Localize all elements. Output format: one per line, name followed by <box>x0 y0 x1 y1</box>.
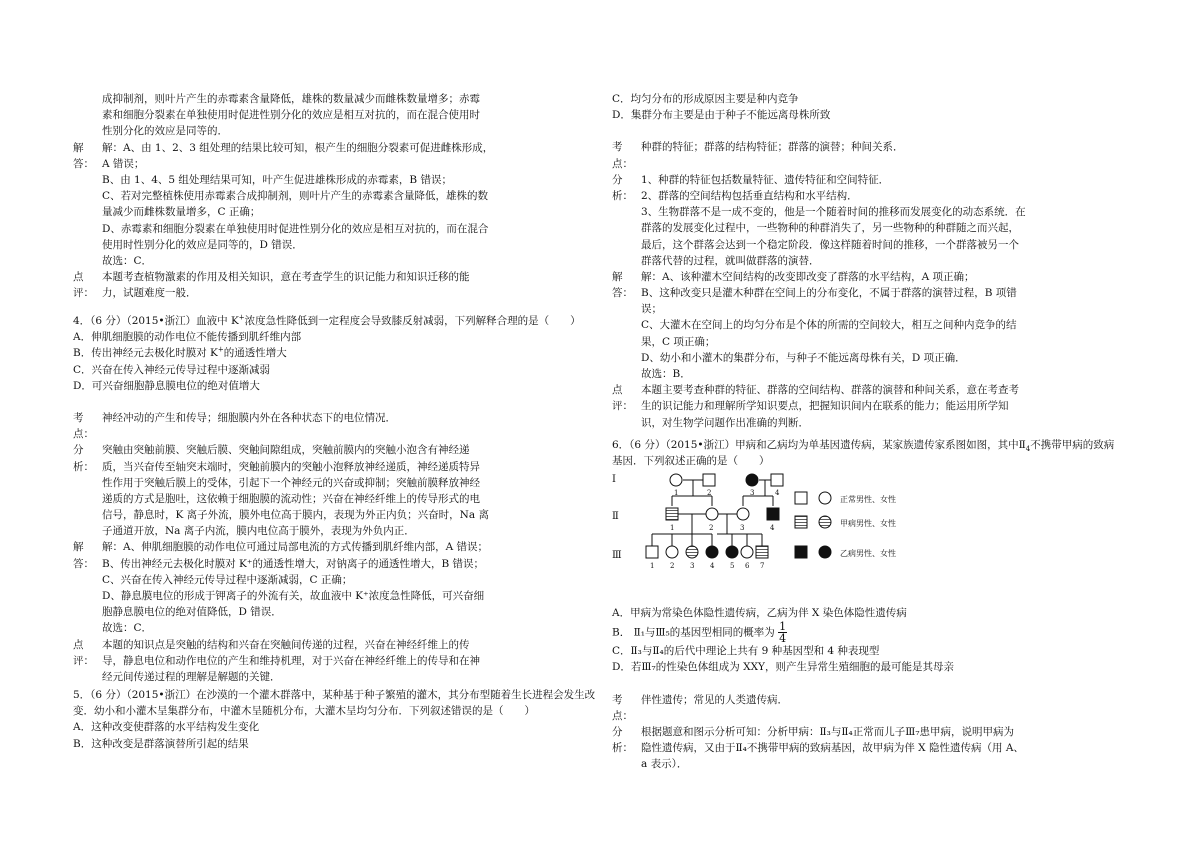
gen3-num: 4 <box>710 562 715 570</box>
section-label: 点： <box>612 709 633 722</box>
answer-section <box>73 539 578 636</box>
section-label: 点： <box>73 428 94 441</box>
legend-label: 甲病男性、女性 <box>840 519 896 528</box>
question-stem: 6．（6 分）（2015•浙江）甲病和乙病均为单基因遗传病，某家族遗传家系图如图，其中$Ⅱ_4$不携带甲病的致病 <box>612 439 1115 454</box>
legend-disease-a-female <box>819 516 831 528</box>
gen2-num: 2 <box>709 524 714 532</box>
section-label: 分 <box>612 173 623 186</box>
gen3-num: 5 <box>730 562 735 570</box>
text-line: 素和细胞分裂素在单独使用时促进性别分化的效应是相互对抗的，而在混合使用时 <box>102 109 480 122</box>
section-label: 评： <box>73 654 94 667</box>
gen2-female-2 <box>706 508 718 520</box>
text-line: 力，试题难度一般． <box>102 287 197 300</box>
gen-label: Ⅲ <box>612 550 622 561</box>
gen1-num: 1 <box>674 489 679 497</box>
question-4 <box>73 313 581 685</box>
text-line: 本题考查植物激素的作用及相关知识，意在考查学生的识记能力和知识迁移的能 <box>102 271 470 284</box>
text-line: C、若对完整植株使用赤霉素合成抑制剂，则叶片产生的赤霉素含量降低，雄株的数 <box>102 190 489 203</box>
option-c: C．均匀分布的形成原因主要是种内竞争 <box>612 93 799 105</box>
question-stem: 4．（6 分）（2015•浙江）血液中 K+浓度急性降低到一定程度会导致膝反射减弱，下列解释合理的是（ ） <box>73 313 581 327</box>
text-line: 误； <box>641 303 662 316</box>
question-stem: 变．幼小和小灌木呈集群分布，中灌木呈随机分布，大灌木呈均匀分布．下列叙述错误的是（ ） <box>73 705 535 718</box>
option-a: A．这种改变使群落的水平结构发生变化 <box>73 721 260 734</box>
text-line: 胞静息膜电位的绝对值降低，D 错误． <box>102 606 282 619</box>
gen3-female-4 <box>706 546 718 558</box>
text-line: 根据题意和图示分析可知：分析甲病：Ⅱ₃与Ⅱ₄正常而儿子Ⅲ₇患甲病，说明甲病为 <box>641 725 1015 738</box>
legend-disease-b-female <box>819 546 831 558</box>
section-label: 评： <box>612 400 633 413</box>
section-label: 答： <box>612 287 633 300</box>
text-line: 突触由突触前膜、突触后膜、突触间隙组成，突触前膜内的突触小泡含有神经递 <box>102 444 470 457</box>
text-line: 故选：C． <box>102 254 153 267</box>
gen1-male-2 <box>703 474 715 486</box>
gen-label: Ⅰ <box>612 474 616 485</box>
text-line: 子通道开放，Na 离子内流，膜内电位高于膜外，表现为外负内正． <box>102 525 415 538</box>
section-label: 考 <box>612 693 623 706</box>
text-line: 3、生物群落不是一成不变的，他是一个随着时间的推移而发展变化的动态系统．在 <box>641 206 1026 219</box>
text-line: C、大灌木在空间上的均匀分布是个体的所需的空间较大，相互之间种内竞争的结 <box>641 319 1017 332</box>
prev-question-continuation <box>73 91 578 301</box>
gen2-num: 3 <box>740 524 745 532</box>
analysis-section <box>73 442 578 539</box>
text-line: 成抑制剂，则叶片产生的赤霉素含量降低，雄株的数量减少而雌株数量增多；赤霉 <box>102 93 480 105</box>
text-line: C、兴奋在传入神经元传导过程中逐渐减弱，C 正确； <box>102 573 353 586</box>
text-line: 解：A、伸肌细胞膜的动作电位可通过局部电流的方式传播到肌纤维内部，A 错误； <box>102 541 489 554</box>
text-line: 隐性遗传病，又由于Ⅱ₄不携带甲病的致病基因，故甲病为伴 X 隐性遗传病（用 A、 <box>641 742 1024 755</box>
knowledge-point-section <box>612 692 1132 724</box>
option-d: D．若Ⅲ₇的性染色体组成为 XXY，则产生异常生殖细胞的最可能是其母亲 <box>612 661 954 674</box>
analysis-section <box>612 172 1132 269</box>
answer-section <box>612 269 1132 382</box>
gen2-female-3 <box>737 508 749 520</box>
text-line: 神经冲动的产生和传导；细胞膜内外在各种状态下的电位情况． <box>102 411 396 424</box>
text-line: 本题的知识点是突触的结构和兴奋在突触间传递的过程，兴奋在神经纤维上的传 <box>102 638 470 651</box>
section-label: 析： <box>612 742 633 755</box>
question-stem: 5．（6 分）（2015•浙江）在沙漠的一个灌木群落中，某种基于种子繁殖的灌木，其分布型随着生长进程会发生改 <box>73 689 596 701</box>
text-line: 信号，静息时，K 离子外流，膜外电位高于膜内，表现为外正内负；兴奋时，Na 离 <box>102 509 489 522</box>
option-c: C．Ⅱ₃与Ⅱ₄的后代中理论上共有 9 种基因型和 4 种表现型 <box>612 645 880 658</box>
text-line: 解：A、由 1、2、3 组处理的结果比较可知，根产生的细胞分裂素可促进雌株形成， <box>102 141 494 154</box>
text-line: 群落的发展变化过程中，一些物种的种群消失了，另一些物种的种群随之而兴起， <box>641 222 1019 235</box>
legend-label: 乙病男性、女性 <box>840 549 896 558</box>
option-b: B．传出神经元去极化时膜对 K+的通透性增大 <box>73 345 287 360</box>
section-label: 分 <box>73 444 84 457</box>
text-line: 性作用于突触后膜上的受体，引起下一个神经元的兴奋或抑制；突触前膜释放神经 <box>102 476 480 489</box>
pedigree-svg <box>612 470 1132 598</box>
question-5-continued <box>612 91 1132 431</box>
text-line: B、传出神经元去极化时膜对 K⁺的通透性增大，对钠离子的通透性增大，B 错误； <box>102 557 484 570</box>
legend-normal-female <box>819 492 831 504</box>
question-6-options <box>612 605 1132 773</box>
section-label: 分 <box>612 725 623 738</box>
gen1-male-4 <box>771 474 783 486</box>
text-line: 1、种群的特征包括数量特征、遗传特征和空间特征． <box>641 173 890 186</box>
text-line: 2、群落的空间结构包括垂直结构和水平结构． <box>641 189 858 202</box>
question-6 <box>612 437 1132 469</box>
legend-label: 正常男性、女性 <box>840 495 896 504</box>
section-label: 评： <box>73 287 94 300</box>
section-label: 析： <box>73 460 94 473</box>
knowledge-point-section <box>612 139 1132 171</box>
gen3-num: 3 <box>690 562 695 570</box>
gen3-num: 7 <box>760 562 765 570</box>
gen3-female-3 <box>686 546 698 558</box>
gen3-male-7 <box>756 546 768 558</box>
text-line: D、赤霉素和细胞分裂素在单独使用时促进性别分化的效应是相互对抗的，而在混合 <box>102 222 489 235</box>
text-line: 果，C 项正确； <box>641 335 716 348</box>
section-label: 答： <box>73 557 94 570</box>
option-a: A．甲病为常染色体隐性遗传病，乙病为伴 X 染色体隐性遗传病 <box>612 607 907 619</box>
option-a: A．伸肌细胞膜的动作电位不能传播到肌纤维内部 <box>73 331 302 344</box>
gen1-female-1 <box>670 474 682 486</box>
gen3-num: 6 <box>745 562 750 570</box>
gen2-male-4 <box>767 508 779 520</box>
question-5 <box>73 687 596 752</box>
gen3-female-2 <box>666 546 678 558</box>
text-line: 解：A、该种灌木空间结构的改变即改变了群落的水平结构，A 项正确； <box>641 270 975 283</box>
gen3-num: 1 <box>650 562 655 570</box>
section-label: 考 <box>73 411 84 424</box>
section-label: 解 <box>612 270 623 283</box>
answer-section <box>73 140 578 270</box>
text-line: A 错误； <box>102 157 145 170</box>
section-label: 考 <box>612 141 623 154</box>
analysis-section <box>612 724 1132 773</box>
section-label: 点： <box>612 157 633 170</box>
text-line: 经元间传递过程的理解是解题的关键． <box>102 670 281 683</box>
gen-label: Ⅱ <box>612 511 619 522</box>
text-line: 群落代替的过程，就叫做群落的演替． <box>641 254 820 267</box>
section-label: 点 <box>612 384 623 397</box>
section-label: 点 <box>73 271 84 284</box>
text-line: B、这种改变只是灌木种群在空间上的分布变化，不属于群落的演替过程，B 项错 <box>641 287 1017 300</box>
text-line: 本题主要考查种群的特征、群落的空间结构、群落的演替和种间关系，意在考查考 <box>641 384 1019 397</box>
option-d: D．可兴奋细胞静息膜电位的绝对值增大 <box>73 379 260 392</box>
option-d: D．集群分布主要是由于种子不能远离母株所致 <box>612 109 831 122</box>
text-line: 使用时性别分化的效应是同等的，D 错误． <box>102 238 303 251</box>
text-line: 最后，这个群落会达到一个稳定阶段．像这样随着时间的推移，一个群落被另一个 <box>641 238 1019 251</box>
gen1-num: 3 <box>750 489 755 497</box>
text-line: 性别分化的效应是同等的． <box>102 125 228 138</box>
comment-section <box>73 637 578 686</box>
text-line: 量减少而雌株数量增多，C 正确； <box>102 206 261 219</box>
gen3-female-6 <box>741 546 753 558</box>
option-c: C．兴奋在传入神经元传导过程中逐渐减弱 <box>73 363 271 376</box>
gen3-male-1 <box>646 546 658 558</box>
legend-normal-male <box>795 492 807 504</box>
section-label: 析： <box>612 189 633 202</box>
comment-section <box>612 382 1132 431</box>
section-label: 点 <box>73 638 84 651</box>
text-line: a 表示）． <box>641 758 688 771</box>
gen2-num: 1 <box>670 524 675 532</box>
legend-disease-a-male <box>795 516 807 528</box>
question-stem: 基因．下列叙述正确的是（ ） <box>612 455 770 468</box>
section-label: 解 <box>73 141 84 154</box>
comment-section <box>73 269 578 301</box>
pedigree-chart <box>612 470 1132 598</box>
option-b: B． Ⅱ₁与Ⅲ₅的基因型相同的概率为 $\frac{1}{4}$ <box>612 620 787 646</box>
text-line: 生的识记能力和理解所学知识要点，把握知识间内在联系的能力；能运用所学知 <box>641 400 1009 413</box>
text-line: 识，对生物学问题作出准确的判断． <box>641 416 809 429</box>
knowledge-point-section <box>73 410 578 442</box>
text-line: 质，当兴奋传至轴突末端时，突触前膜内的突触小泡释放神经递质，神经递质特异 <box>102 460 480 473</box>
text-line: D、静息膜电位的形成于钾离子的外流有关，故血液中 K⁺浓度急性降低，可兴奋细 <box>102 590 485 602</box>
text-line: B、由 1、4、5 组处理结果可知，叶产生促进雄株形成的赤霉素，B 错误； <box>102 173 452 186</box>
text-line: 递质的方式是胞吐，这依赖于细胞膜的流动性；兴奋在神经纤维上的传导形式的电 <box>102 492 480 505</box>
option-b: B．这种改变是群落演替所引起的结果 <box>73 737 249 750</box>
text-line: 伴性遗传；常见的人类遗传病． <box>641 693 788 706</box>
gen1-num: 4 <box>775 489 780 497</box>
gen3-num: 2 <box>670 562 675 570</box>
text-line: 导，静息电位和动作电位的产生和维持机理，对于兴奋在神经纤维上的传导和在神 <box>102 654 480 667</box>
section-label: 答： <box>73 157 94 170</box>
text-line: D、幼小和小灌木的集群分布，与种子不能远离母株有关，D 项正确． <box>641 351 966 364</box>
gen2-male-1 <box>666 508 678 520</box>
gen3-female-5 <box>726 546 738 558</box>
text-line: 种群的特征；群落的结构特征；群落的演替；种间关系． <box>641 141 904 154</box>
text-line: 故选：B． <box>641 368 691 380</box>
gen1-female-3 <box>746 474 758 486</box>
gen1-num: 2 <box>707 489 712 497</box>
fraction: $\frac{1}{4}$ <box>779 620 787 646</box>
legend-disease-b-male <box>795 546 807 558</box>
text-line: 故选：C． <box>102 622 153 635</box>
section-label: 解 <box>73 541 84 554</box>
gen2-num: 4 <box>770 524 775 532</box>
